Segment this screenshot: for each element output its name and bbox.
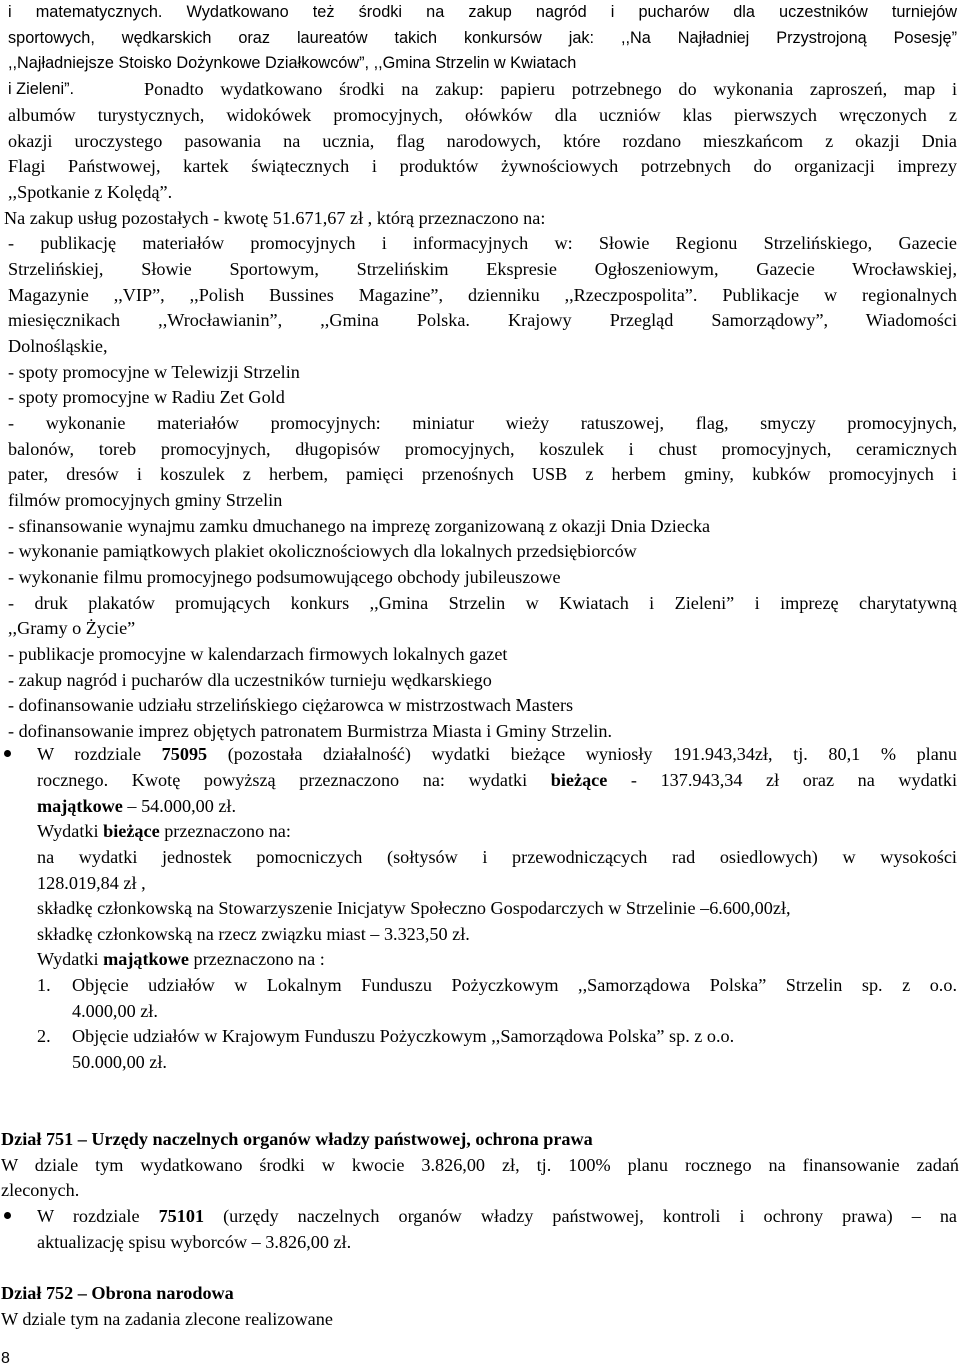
text-line: zleconych. — [1, 1180, 80, 1200]
text-line: - wykonanie materiałów promocyjnych: miniatur wieży ratuszowej, flag, smyczy promocyjnych, — [8, 413, 957, 433]
text-line: - zakup nagród i pucharów dla uczestników turnieju wędkarskiego — [8, 670, 492, 690]
section-heading: Dział 751 – Urzędy naczelnych organów władzy państwowej, ochrona prawa — [1, 1129, 593, 1149]
text-line: Dolnośląskie, — [8, 336, 108, 356]
text-line: pater, dresów i koszulek z herbem, pamięci przenośnych USB z herbem gminy, kubków promocyjnych i — [8, 464, 957, 484]
list-item: Objęcie udziałów w Krajowym Funduszu Pożyczkowym ,,Samorządowa Polska” sp. z o.o. — [72, 1026, 735, 1046]
list-number: 2. — [37, 1026, 51, 1046]
text-segment: i Zieleni”. — [8, 80, 75, 98]
text-line: - spoty promocyjne w Radiu Zet Gold — [8, 387, 285, 407]
text-line: 128.019,84 zł , — [37, 873, 146, 893]
text-segment: Ponadto wydatkowano środki na zakup: papieru potrzebnego do wykonania zaproszeń, map i — [144, 79, 957, 99]
text-line: Magazynie ,,VIP”, ,,Polish Bussines Magazine”, dzienniku ,,Rzeczpospolita”. Publikacje w regionalnych — [8, 285, 957, 305]
section-heading: Dział 752 – Obrona narodowa — [1, 1283, 234, 1303]
text-line: ,,Spotkanie z Kolędą”. — [8, 182, 173, 202]
text-line: Strzelińskiej, Słowie Sportowym, Strzelińskim Ekspresie Ogłoszeniowym, Gazecie Wrocławskiej, — [8, 259, 957, 279]
text-line: rocznego. Kwotę powyższą przeznaczono na: wydatki bieżące - 137.943,34 zł oraz na wydatki — [37, 770, 957, 790]
page-number: 8 — [1, 1350, 10, 1367]
text-line: Wydatki majątkowe przeznaczono na : — [37, 949, 325, 969]
text-line: - druk plakatów promujących konkurs ,,Gmina Strzelin w Kwiatach i Zieleni” i imprezę charytatywną — [8, 593, 957, 613]
text-line: - dofinansowanie imprez objętych patronatem Burmistrza Miasta i Gminy Strzelin. — [8, 721, 613, 741]
text-line: - publikację materiałów promocyjnych i informacyjnych w: Słowie Regionu Strzelińskiego, Gazecie — [8, 233, 957, 253]
text-line — [8, 77, 957, 101]
text-line: - publikacje promocyjne w kalendarzach firmowych lokalnych gazet — [8, 644, 508, 664]
text-line: Wydatki bieżące przeznaczono na: — [37, 821, 291, 841]
text-line: - sfinansowanie wynajmu zamku dmuchanego na imprezę zorganizowaną z okazji Dnia Dziecka — [8, 516, 711, 536]
text-line: składkę członkowską na Stowarzyszenie Inicjatyw Społeczno Gospodarczych w Strzelinie –6.600,00zł, — [37, 898, 791, 918]
text-line: Flagi Państwowej, kartek świątecznych i produktów żywnościowych potrzebnych do organizacji imprezy — [8, 156, 957, 176]
text-line: sportowych, wędkarskich oraz laureatów takich konkursów jak: ,,Na Najładniej Przystrojoną Posesję” — [8, 29, 957, 47]
list-item: 50.000,00 zł. — [72, 1052, 167, 1072]
list-number: 1. — [37, 975, 51, 995]
text-line: na wydatki jednostek pomocniczych (sołtysów i przewodniczących rad osiedlowych) w wysokości — [37, 847, 957, 867]
text-line: Na zakup usług pozostałych - kwotę 51.671,67 zł , którą przeznaczono na: — [4, 208, 546, 228]
text-line: aktualizację spisu wyborców – 3.826,00 zł. — [37, 1232, 352, 1252]
text-line: majątkowe – 54.000,00 zł. — [37, 796, 237, 816]
list-item: 4.000,00 zł. — [72, 1001, 158, 1021]
text-line: albumów turystycznych, widokówek promocyjnych, ołówków dla uczniów klas pierwszych wręczonych z — [8, 105, 957, 125]
text-line: ,,Najładniejsze Stoisko Dożynkowe Działkowców”, ,,Gmina Strzelin w Kwiatach — [8, 54, 577, 72]
text-line: - wykonanie pamiątkowych plakiet okolicznościowych dla lokalnych przedsiębiorców — [8, 541, 637, 561]
text-line: miesięcznikach ,,Wrocławianin”, ,,Gmina Polska. Krajowy Przegląd Samorządowy”, Wiadomości — [8, 310, 957, 330]
text-line: filmów promocyjnych gminy Strzelin — [8, 490, 283, 510]
text-line: balonów, toreb promocyjnych, długopisów promocyjnych, koszulek i chust promocyjnych, ceramicznych — [8, 439, 957, 459]
bullet-icon — [4, 750, 11, 757]
text-line: - dofinansowanie udziału strzelińskiego ciężarowca w mistrzostwach Masters — [8, 695, 574, 715]
text-line: W rozdziale 75095 (pozostała działalność) wydatki bieżące wyniosły 191.943,34zł, tj. 80,1 % planu — [37, 744, 957, 764]
text-line: W dziale tym na zadania zlecone realizowane — [1, 1309, 333, 1329]
text-line: i matematycznych. Wydatkowano też środki na zakup nagród i pucharów dla uczestników turniejów — [8, 3, 957, 21]
text-line: - wykonanie filmu promocyjnego podsumowującego obchody jubileuszowe — [8, 567, 561, 587]
text-line: - spoty promocyjne w Telewizji Strzelin — [8, 362, 300, 382]
text-line: W rozdziale 75101 (urzędy naczelnych organów władzy państwowej, kontroli i ochrony prawa) – na — [37, 1206, 958, 1226]
text-line: okazji uroczystego pasowania na ucznia, flag narodowych, które rozdano mieszkańcom z okazji Dnia — [8, 131, 957, 151]
bullet-icon — [4, 1212, 11, 1219]
list-item: Objęcie udziałów w Lokalnym Funduszu Pożyczkowym ,,Samorządowa Polska” Strzelin sp. z o.o. — [72, 975, 957, 995]
text-line: W dziale tym wydatkowano środki w kwocie 3.826,00 zł, tj. 100% planu rocznego na finansowanie zadań — [1, 1155, 959, 1175]
text-line: ,,Gramy o Życie” — [8, 618, 136, 638]
text-line: składkę członkowską na rzecz związku miast – 3.323,50 zł. — [37, 924, 470, 944]
